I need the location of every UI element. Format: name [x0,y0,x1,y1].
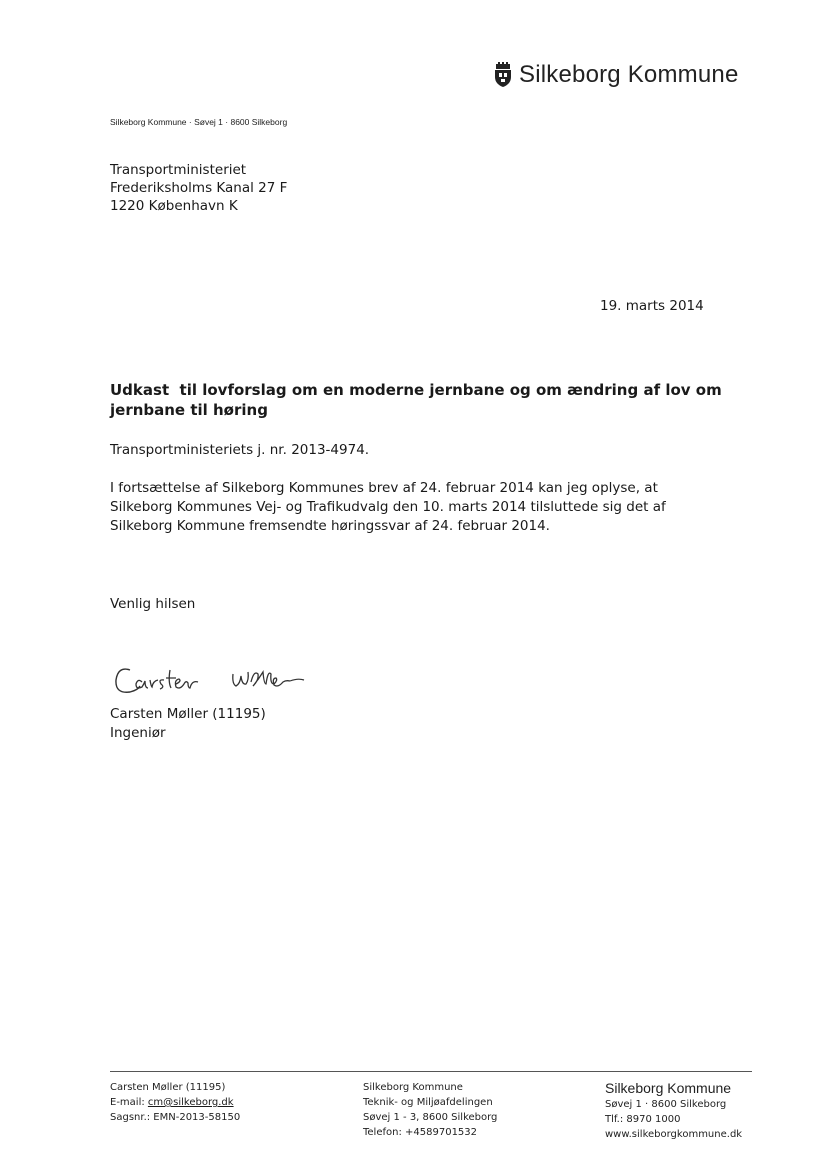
footer-municipality-phone: Tlf.: 8970 1000 [605,1114,681,1125]
footer-dept-address: Søvej 1 - 3, 8600 Silkeborg [363,1112,498,1123]
municipal-crest-icon [493,62,513,88]
letter-date: 19. marts 2014 [600,298,704,314]
header-logo [493,58,753,92]
body-line: I fortsættelse af Silkeborg Kommunes brev af 24. februar 2014 kan jeg oplyse, at [110,480,658,496]
letter-subject: Udkast til lovforslag om en moderne jernbane og om ændring af lov om jernbane til høring [110,381,727,419]
reference-number: Transportministeriets j. nr. 2013-4974. [110,442,370,458]
footer-department-column [363,1080,497,1140]
footer-org: Silkeborg Kommune [363,1082,463,1093]
footer-dept: Teknik- og Miljøafdelingen [363,1097,493,1108]
logo-text: Silkeborg Kommune [519,61,739,88]
body-line: Silkeborg Kommune fremsendte høringssvar af 24. februar 2014. [110,518,550,534]
recipient-address [110,161,287,215]
footer-divider [110,1071,752,1072]
footer-municipality-address: Søvej 1 · 8600 Silkeborg [605,1099,727,1110]
footer-email-label: E-mail: [110,1097,148,1108]
footer-email-link[interactable]: cm@silkeborg.dk [147,1097,234,1108]
footer-contact-name: Carsten Møller (11195) [110,1082,226,1093]
closing-greeting: Venlig hilsen [110,596,196,612]
footer-case-number: Sagsnr.: EMN-2013-58150 [110,1112,241,1123]
recipient-name: Transportministeriet [110,162,247,178]
footer-logo-text: Silkeborg Kommune [605,1080,732,1096]
footer-municipality-column [605,1080,742,1142]
footer-email-line [110,1095,240,1110]
signer-block [110,705,266,743]
recipient-street: Frederiksholms Kanal 27 F [110,180,288,196]
footer-website-link[interactable]: www.silkeborgkommune.dk [605,1129,743,1140]
signer-title: Ingeniør [110,725,166,741]
return-address: Silkeborg Kommune · Søvej 1 · 8600 Silkeborg [110,117,288,127]
body-line: Silkeborg Kommunes Vej- og Trafikudvalg den 10. marts 2014 tilsluttede sig det af [110,499,666,515]
footer-dept-phone: Telefon: +4589701532 [363,1127,478,1138]
handwritten-signature [108,650,328,710]
signer-name: Carsten Møller (11195) [110,706,266,722]
footer-contact-column [110,1080,240,1125]
letter-body [110,479,730,536]
recipient-city: 1220 København K [110,198,238,214]
